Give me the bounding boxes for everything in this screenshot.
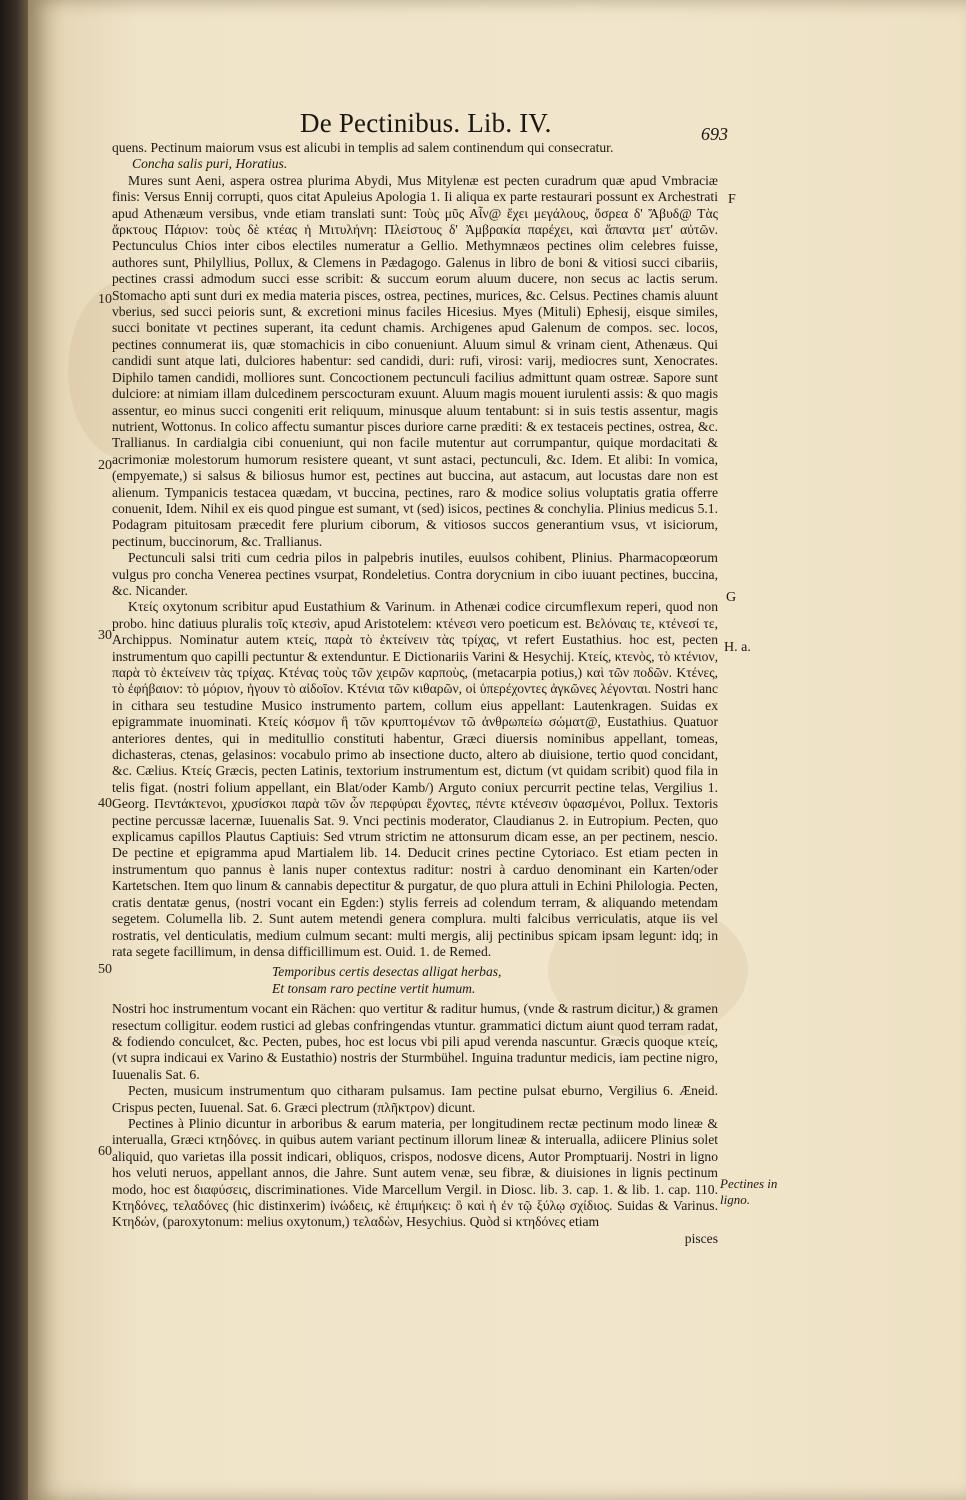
catchword: pisces bbox=[684, 1230, 718, 1246]
margin-note: Pectines in ligno. bbox=[720, 1176, 778, 1207]
text-paragraph: quens. Pectinum maiorum vsus est alicubi in templis ad salem continendum qui consecratur. bbox=[112, 140, 614, 155]
margin-letter-h: H. a. bbox=[724, 640, 751, 655]
text-paragraph: Pectunculi salsi triti cum cedria pilos in palpebris inutiles, euulsos cohibent, Plinius. Pharmacopœorum vulgus pro concha Venerea pectines vsurpat, Rondeletius. Contra dorycnium in cibo iuuant pectines, buccina, &c. Nicander. bbox=[112, 550, 718, 598]
text-paragraph: Pectines à Plinio dicuntur in arboribus & earum materia, per longitudinem rectæ pectinum modo lineæ & interualla, Græci κτηδόνες. in quibus autem variant pectinum illorum lineæ & interualla, adiicere Plinius solet aliquid, quo varietas illa possit indicari, obliquos, crispos, nodosve dicens, Autor Promptuarij. Nostri in ligno hos veluti neruos, appellant annos, die Jahre. Sunt autem venæ, seu fibræ, & diuisiones in lignis pectinum modo, hoc est διαφύσεις, discriminationes. Vide Marcellum Vergil. in Diosc. lib. 3. cap. 1. & lib. 1. cap. 110. Κτηδόνες, τελαδόνες (hic distinxerim) ἰνώδεις, κὲ ἐπιμήκεις: ὃ καὶ ἡ ἐν τῷ ξύλῳ σχίδιος. Suidas & Varinus. Κτηδών, (paroxytonum: melius oxytonum,) τελαδὼν, Hesychius. Quòd si κτηδόνες etiam bbox=[112, 1115, 718, 1230]
page-number: 693 bbox=[701, 124, 728, 144]
text-paragraph: Pecten, musicum instrumentum quo citharam pulsamus. Iam pectine pulsat eburno, Vergilius 6. Æneid. Crispus pecten, Iuuenal. Sat. 6. Græci plectrum (πλῆκτρον) dicunt. bbox=[112, 1083, 718, 1115]
main-text-block bbox=[112, 140, 718, 1247]
margin-letter-f: F bbox=[728, 192, 736, 207]
line-number: 60 bbox=[98, 1144, 112, 1159]
text-paragraph: Nostri hoc instrumentum vocant ein Rächen: quo vertitur & raditur humus, (vnde & rastrum dicitur,) & gramen resectum colligitur. eodem rustici ad glebas confringendas vtuntur. grammatici dictum aiunt quod terram radat, & fodiendo conculcet, &c. Pecten, pubes, hoc est locus vbi pili apud verenda nascuntur. Græcis quoque κτείς, (vt supra indicaui ex Varino & Eustathio) nostris der Sturmbühel. Inguina traduntur medicis, iam pectine nigro, Iuuenalis Sat. 6. bbox=[112, 1001, 718, 1082]
line-number: 20 bbox=[98, 458, 112, 473]
running-header: De Pectinibus. Lib. IV. bbox=[300, 108, 552, 138]
line-number: 40 bbox=[98, 796, 112, 811]
text-paragraph: Mures sunt Aeni, aspera ostrea plurima Abydi, Mus Mitylenæ est pecten curadrum quæ apud Vmbraciæ finis: Versus Ennij corrupti, quos citat Apuleius Apologia 1. Ii aliqua ex parte restaurari possunt ex Archestrati apud Athenæum versibus, vnde etiam translati sunt: Τοὺς μῦς Αἶν@ ἔχει μεγάλους, ὄσρεα δ' Ἄβυδ@ Τὰς ἄρκτους Πάριον: τοὺς δὲ κτέας ἡ Μιτυλήνη: Πλείστους δ' Ἀμβρακία παρέχει, καὶ ἅπαντα μετ' αὐτῶν. Pectunculus Chios inter cibos electiles numeratur a Gellio. Methymnæos pectines olim celebres fuisse, authores sunt, Philyllius, Pollux, & Clemens in Pædagogo. Galenus in libro de boni & vitiosi succi cibariis, pectines crassi admodum succi esse scribit: & succum eorum aluum ducere, non secus ac lactis serum. Stomacho apti sunt duri ex media materia pisces, ostrea, pectines, murices, &c. Celsus. Pectines chamis aluunt vberius, sed succi peioris sunt, & excretioni minus faciles Hicesius. Myes (Mituli) Ephesij, eisque similes, succi bonitate vt pectines superant, ita cedunt chamis. Archigenes apud Galenum de compos. sec. locos, pectines connumerat iis, quæ stomachicis in cibo conueniunt. Aluum simul & vrinam cient, Athenæus. Qui candidi sunt atque lati, dulciores habentur: sed candidi, duri: rufi, virosi: varij, mediocres sunt, Xenocrates. Diphilo tamen candidi, molliores sunt. Concoctionem pectunculi facilius admittunt quam ostreæ. Sapore sunt dulciore: at nimiam illam dulcedinem perscocturam exuunt. Aluum magis mouent iurulenti assis: & quo magis assentur, eo minus succi congeniti erit reliquum, minusque aluum tentabunt: si in suis testis assentur, magis nutrient, Wottonus. In colico affectu sumantur pisces duriore carne præditi: & ex testaceis pectines, ostrea, &c. Trallianus. In cardialgia cibi conueniunt, qui non facile mutentur aut corrumpantur, quique mordacitati & acrimoniæ molestorum humorum resistere queant, vt sunt astaci, pectunculi, &c. Idem. Et alibi: In vomica, (empyemate,) si salsus & biliosus humor est, pectines aut buccina, aut astacum, aut locustas dare non est alienum. Tympanicis testacea quædam, vt buccina, pectines, raro & modice solius voluptatis gratia offerre conuenit, Idem. Nihil ex eis quod pingue est sumant, vt (sed) isicos, pectines & conchylia. Plinius medicus 5.1. Podagram pituitosam præcedit fere plurium ciborum, & vitiosos succos generantium vsus, vt isiciorum, pectinum, buccinorum, &c. Trallianus. bbox=[112, 172, 718, 549]
verse-line: Et tonsam raro pectine vertit humum. bbox=[272, 980, 476, 996]
text-paragraph: Concha salis puri, Horatius. bbox=[132, 156, 288, 172]
line-number: 10 bbox=[98, 292, 112, 307]
text-paragraph: Κτείς oxytonum scribitur apud Eustathium & Varinum. in Athenæi codice circumflexum reperi, quod non probo. hinc datiuus pluralis τοῖς κτεσὶν, apud Aristotelem: κτένεσι vero poeticum est. Βελόναις τε, κτένεσί τε, Archippus. Nominatur autem κτείς, παρὰ τὸ ἐκτείνειν τὰς τρίχας, vt refert Eustathius. hoc est, pecten instrumentum quo capilli pectuntur & extenduntur. E Dictionariis Varini & Hesychij. Κτείς, κτενὸς, τὸ κτένιον, παρὰ τὸ ἐκτείνειν τὰς τρίχας. Κτένας τοὺς τῶν χειρῶν καρποὺς, (metacarpia potius,) καὶ τῶν ποδῶν. Κτένες, τὸ ἐφήβαιον: τὸ μόριον, ἡγουν τὸ αἰδοῖον. Κτένια τῶν κιθαρῶν, οἱ ὑπερέχοντες ἀγκῶνες λέγονται. Nostri hanc in cithara seu testudine Musico instrumento partem, collum eius appellant: Lautenkragen. Suidas ex epigrammate inuominati. Κτείς κόσμον ἢ τῶν κρυπτομένων τῶ ἀνθρωπείω σώματ@, Eustathius. Quatuor anteriores dentes, qui in meditullio constituti habentur, Græci diuersis nominibus appellant, tomeas, dichasteras, ctenas, gelasinos: vocabulo primo ab insectione ducto, altero ab diuisione, tertio quod concidant, &c. Cælius. Κτείς Græcis, pecten Latinis, textorium instrumentum est, dictum (vt quidam scribit) quod fila in telis figat. (nostri folium appellant, ein Blat/oder Kamb/) Arguto coniux percurrit pectine telas, Vergilius 1. Georg. Πεντάκτενοι, χρυσίσκοι παρὰ τῶν ὧν περφύραι ἔχοντες, πέντε κτένεσιν ὑφασμένοι, Pollux. Textoris pectine percussæ lacernæ, Iuuenalis Sat. 9. Vnci pectinis moderator, Claudianus 2. in Eutropium. Pecten, quo explicamus capillos Plautus Captiuis: Sed vtrum strictim ne attonsurum dicam esse, an per pectinem, nescio. De pectine et epigramma apud Martialem lib. 14. Deducit crines pectine Cytoriaco. Est etiam pecten in instrumentum quo pannus è lanis nuper contextus raditur: nostri à carduo denominant ein Karten/oder Kartetschen. Item quo linum & cannabis depectitur & purgatur, de quo plura attuli in Echini Philologia. Pecten, cratis dentatæ genus, (nostri vocant ein Egden:) stylis ferreis ad colendum terram, & aliquando metendam segetem. Columella lib. 2. Sunt autem metendi genera complura. multi falcibus verriculatis, atque iis vel rostratis, vel denticulatis, medium culmum secant: multi mergis, alij pectinibus spicam ipsam legunt: idq; in rata segete facillimum, in densa difficillimum est. Ouid. 1. de Remed. bbox=[112, 599, 718, 959]
verse-line: Temporibus certis desectas alligat herbas, bbox=[272, 964, 502, 980]
line-number: 30 bbox=[98, 628, 112, 643]
line-number: 50 bbox=[98, 962, 112, 977]
book-gutter bbox=[0, 0, 28, 1500]
margin-letter-g: G bbox=[726, 590, 737, 605]
